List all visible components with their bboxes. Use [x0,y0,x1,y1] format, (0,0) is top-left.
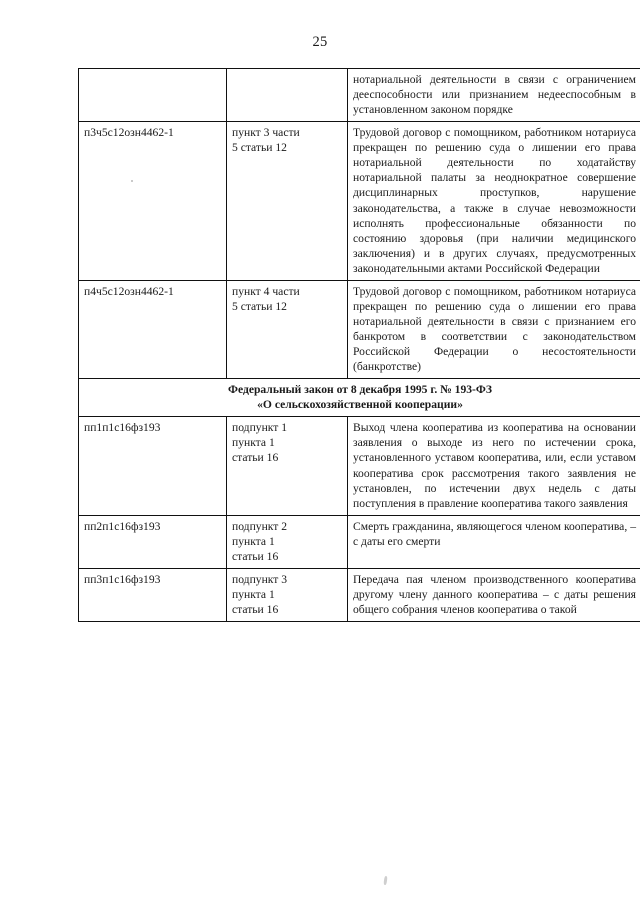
cell-reference [227,417,348,515]
cell-reference [227,515,348,568]
cell-reference [227,69,348,122]
table-body [79,69,640,622]
cell-description: Трудовой договор с помощником, работником нотариуса прекращен по решению суда о лишении его права нотариальной деятельности в связи с признанием его банкротом в соответствии с законодательством Российской Федерации о несостоятельности (банкротстве) [348,280,640,378]
reference-line: статьи 16 [232,451,279,465]
regulations-table [78,68,640,622]
cell-code: пп2п1с16фз193 [79,515,227,568]
scan-artifact-speck [131,180,133,182]
cell-code: пп1п1с16фз193 [79,417,227,515]
cell-description: Смерть гражданина, являющегося членом кооператива, – с даты его смерти [348,515,640,568]
reference-line: статьи 16 [232,549,279,563]
reference-line: подпункт 3 [232,572,288,586]
reference-line: подпункт 1 [232,421,288,435]
reference-line: пункта 1 [232,436,275,450]
reference-line: пункта 1 [232,587,275,601]
table-row [79,122,640,281]
table-row [79,515,640,568]
section-heading [79,379,640,417]
cell-description: Трудовой договор с помощником, работником нотариуса прекращен по решению суда о лишении его права нотариальной деятельности по ходатайству нотариальной палаты за неоднократное совершение дисциплинарных проступков, нарушение законодательства, а также в случае невозможности исполнять профессиональные обязанности по состоянию здоровья (при наличии медицинского заключения) и в других случаях, предусмотренных законодательными актами Российской Федерации [348,122,640,281]
table-row [79,69,640,122]
cell-reference [227,122,348,281]
cell-description: Выход члена кооператива из кооператива на основании заявления о выходе из него по истечении срока, установленного уставом кооператива, или, если уставом кооператива срок рассмотрения такого заявления не установлен, по истечении двух недель с даты поступления в правление кооператива такого заявления [348,417,640,515]
reference-line: подпункт 2 [232,519,288,533]
table-row [79,280,640,378]
reference-line: пункт 3 части [232,126,300,140]
reference-line: статьи 16 [232,603,279,616]
reference-line: пункт 4 части [232,284,300,298]
cell-code: п4ч5с12озн4462-1 [79,280,227,378]
cell-reference [227,568,348,621]
cell-code: пп3п1с16фз193 [79,568,227,621]
section-heading-line2: «О сельскохозяйственной кооперации» [257,398,463,412]
reference-line: 5 статьи 12 [232,141,287,155]
cell-code [79,69,227,122]
scan-artifact-mark [383,876,387,885]
cell-description: Передача пая членом производственного кооператива другому члену данного кооператива – с даты решения общего собрания членов кооператива о такой [348,568,640,621]
reference-line: 5 статьи 12 [232,299,287,313]
section-heading-line1: Федеральный закон от 8 декабря 1995 г. № 193-ФЗ [228,383,492,397]
reference-line: пункта 1 [232,534,275,548]
cell-reference [227,280,348,378]
table-section-row [79,379,640,417]
page-number: 25 [312,34,328,50]
table-row [79,417,640,515]
cell-code: п3ч5с12озн4462-1 [79,122,227,281]
cell-description: нотариальной деятельности в связи с ограничением дееспособности или признанием недееспособным в установленном законом порядке [348,69,640,122]
table-row [79,568,640,621]
